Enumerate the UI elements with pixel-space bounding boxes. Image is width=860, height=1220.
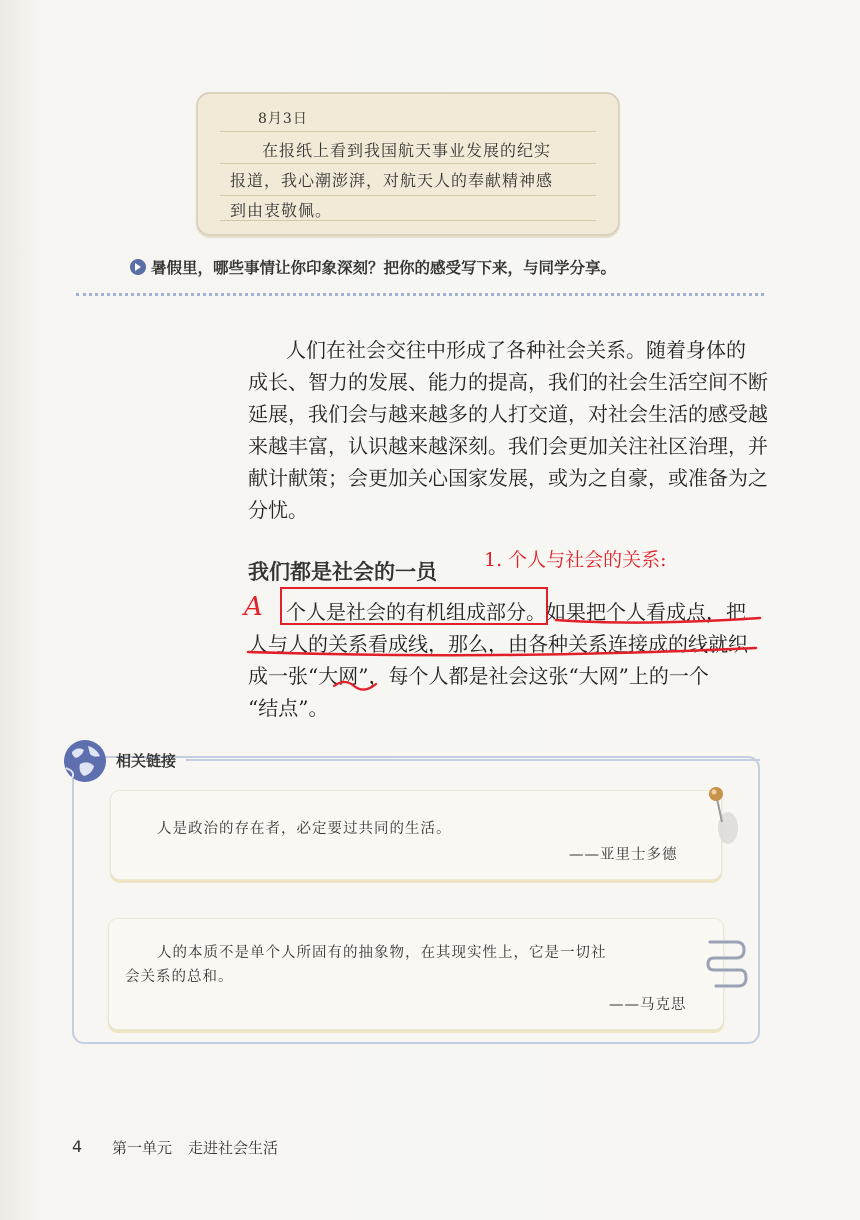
- related-links-rule: [186, 759, 760, 761]
- globe-icon: [62, 738, 108, 784]
- quote-text: 人的本质不是单个人所固有的抽象物，在其现实性上，它是一切社: [157, 945, 607, 961]
- quote-author: ——马克思: [609, 997, 687, 1013]
- diary-line-2: 报道，我心潮澎湃，对航天人的奉献精神感: [230, 171, 554, 190]
- quote-card: [110, 790, 722, 880]
- margin-mark: A: [244, 592, 263, 622]
- related-links-title: 相关链接: [116, 752, 177, 770]
- intro-line: 来越丰富，认识越来越深刻。我们会更加关注社区治理，并: [248, 434, 768, 458]
- section-line: 人与人的关系看成线，那么，由各种关系连接成的线就织: [248, 632, 748, 656]
- footer-unit: 第一单元: [112, 1139, 173, 1157]
- intro-line: 分忧。: [248, 498, 308, 522]
- page-number: 4: [72, 1137, 83, 1156]
- quote-text: 会关系的总和。: [125, 969, 234, 985]
- intro-line: 人们在社会交往中形成了各种社会关系。随着身体的: [286, 338, 746, 362]
- prompt-text: 暑假里，哪些事情让你印象深刻？把你的感受写下来，与同学分享。: [151, 259, 617, 277]
- pushpin-icon: [702, 784, 742, 846]
- intro-line: 成长、智力的发展、能力的提高，我们的社会生活空间不断: [248, 370, 768, 394]
- quote-text: 人是政治的存在者，必定要过共同的生活。: [157, 821, 452, 837]
- intro-line: 献计献策；会更加关心国家发展，或为之自豪，或准备为之: [248, 466, 768, 490]
- diary-line-1: 在报纸上看到我国航天事业发展的纪实: [262, 141, 552, 160]
- intro-line: 延展，我们会与越来越多的人打交道，对社会生活的感受越: [248, 402, 768, 426]
- section-line: 个人是社会的有机组成部分。如果把个人看成点，把: [286, 600, 746, 624]
- quote-card: [108, 918, 724, 1030]
- diary-date: 8月3日: [258, 111, 308, 127]
- section-line: “结点”。: [248, 696, 329, 720]
- section-heading: 我们都是社会的一员: [248, 560, 437, 584]
- handwritten-note: 1. 个人与社会的关系:: [484, 549, 667, 571]
- paperclip-icon: [700, 934, 748, 994]
- diary-line-3: 到由衷敬佩。: [230, 201, 333, 220]
- section-line: 成一张“大网”，每个人都是社会这张“大网”上的一个: [248, 664, 709, 688]
- footer-topic: 走进社会生活: [188, 1139, 279, 1157]
- quote-author: ——亚里士多德: [569, 847, 678, 863]
